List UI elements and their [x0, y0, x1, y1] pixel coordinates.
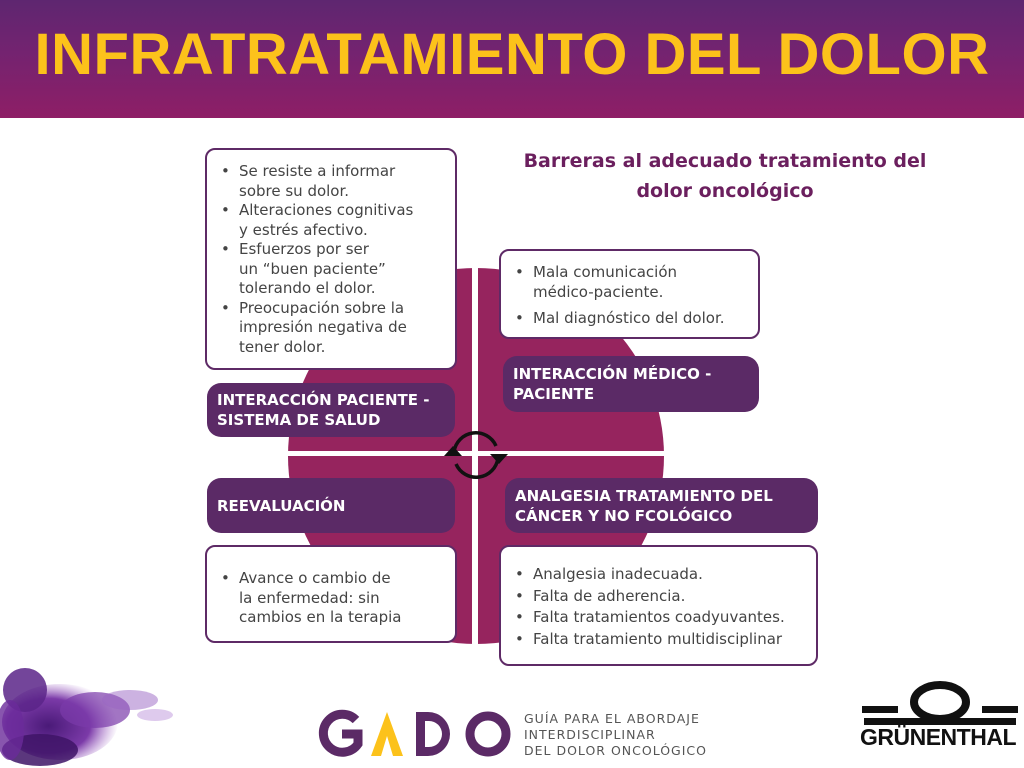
list-item [219, 162, 445, 201]
list-item [513, 630, 808, 650]
list-item-line: impresión negativa de [239, 318, 407, 336]
list-item-line: • Falta tratamientos coadyuvantes. [533, 608, 785, 626]
top-left-barriers-box [205, 148, 457, 370]
list-item-line: • Esfuerzos por ser [239, 240, 369, 258]
cycle-arrows-icon [442, 424, 510, 486]
ink-splash-decoration [0, 660, 175, 768]
list-item-line: tolerando el dolor. [239, 279, 376, 297]
list-item-line: y estrés afectivo. [239, 220, 368, 239]
label-analgesia-tratamiento [505, 478, 818, 533]
list-item-line: • Falta tratamiento multidisciplinar [533, 629, 783, 648]
caption-line: GUÍA PARA EL ABORDAJE [524, 711, 700, 726]
list-item-line: • Mal diagnóstico del dolor. [533, 309, 725, 327]
label-medico-paciente [503, 356, 759, 412]
label-line: CÁNCER Y NO FCOLÓGICO [515, 506, 733, 525]
top-right-barriers-box [499, 249, 760, 339]
list-item-line: • Preocupación sobre la [239, 298, 405, 317]
list-item [219, 240, 445, 299]
label-line: ANALGESIA TRATAMIENTO DEL [515, 486, 773, 505]
list-item [513, 587, 808, 607]
list-item-line: sobre su dolor. [239, 181, 350, 200]
caption-line: DEL DOLOR ONCOLÓGICO [524, 743, 707, 758]
label-line: SISTEMA DE SALUD [217, 411, 381, 429]
caption-line: INTERDISCIPLINAR [524, 727, 656, 742]
label-paciente-sistema-salud [207, 383, 455, 437]
page-title: INFRATRATAMIENTO DEL DOLOR [34, 22, 990, 87]
label-line: PACIENTE [513, 385, 595, 403]
label-line: REEVALUACIÓN [217, 496, 346, 515]
list-item [219, 299, 445, 358]
list-item-line: médico-paciente. [533, 282, 664, 301]
label-line: INTERACCIÓN PACIENTE - [217, 391, 430, 409]
subtitle-line-2: dolor oncológico [636, 180, 814, 202]
label-line: INTERACCIÓN MÉDICO - [513, 365, 712, 383]
list-item-line: • Avance o cambio de [239, 569, 391, 587]
list-item [513, 608, 808, 628]
bottom-right-barriers-box [499, 545, 818, 666]
list-item [513, 309, 748, 329]
grunenthal-wordmark [860, 724, 1016, 751]
list-item [219, 201, 445, 240]
list-item-line: • Mala comunicación [533, 263, 678, 281]
list-item-line: • Alteraciones cognitivas [239, 201, 414, 219]
brand-name: GRÜNENTHAL [860, 724, 1016, 750]
header-banner [0, 0, 1024, 118]
list-item [219, 569, 445, 628]
list-item-line: • Analgesia inadecuada. [533, 565, 703, 583]
gado-logo [316, 706, 516, 762]
list-item-line: tener dolor. [239, 337, 326, 356]
diagram-subtitle [510, 146, 940, 206]
list-item [513, 263, 748, 302]
list-item [513, 565, 808, 585]
gado-guide-caption [524, 711, 707, 759]
list-item-line: un “buen paciente” [239, 259, 386, 278]
bottom-left-barriers-box [205, 545, 457, 643]
label-reevaluacion [207, 478, 455, 533]
list-item-line: la enfermedad: sin [239, 588, 380, 607]
list-item-line: cambios en la terapia [239, 608, 402, 626]
subtitle-line-1: Barreras al adecuado tratamiento del [523, 150, 927, 172]
list-item-line: • Falta de adherencia. [533, 586, 686, 605]
grunenthal-logo [860, 680, 1020, 764]
list-item-line: • Se resiste a informar [239, 162, 396, 180]
